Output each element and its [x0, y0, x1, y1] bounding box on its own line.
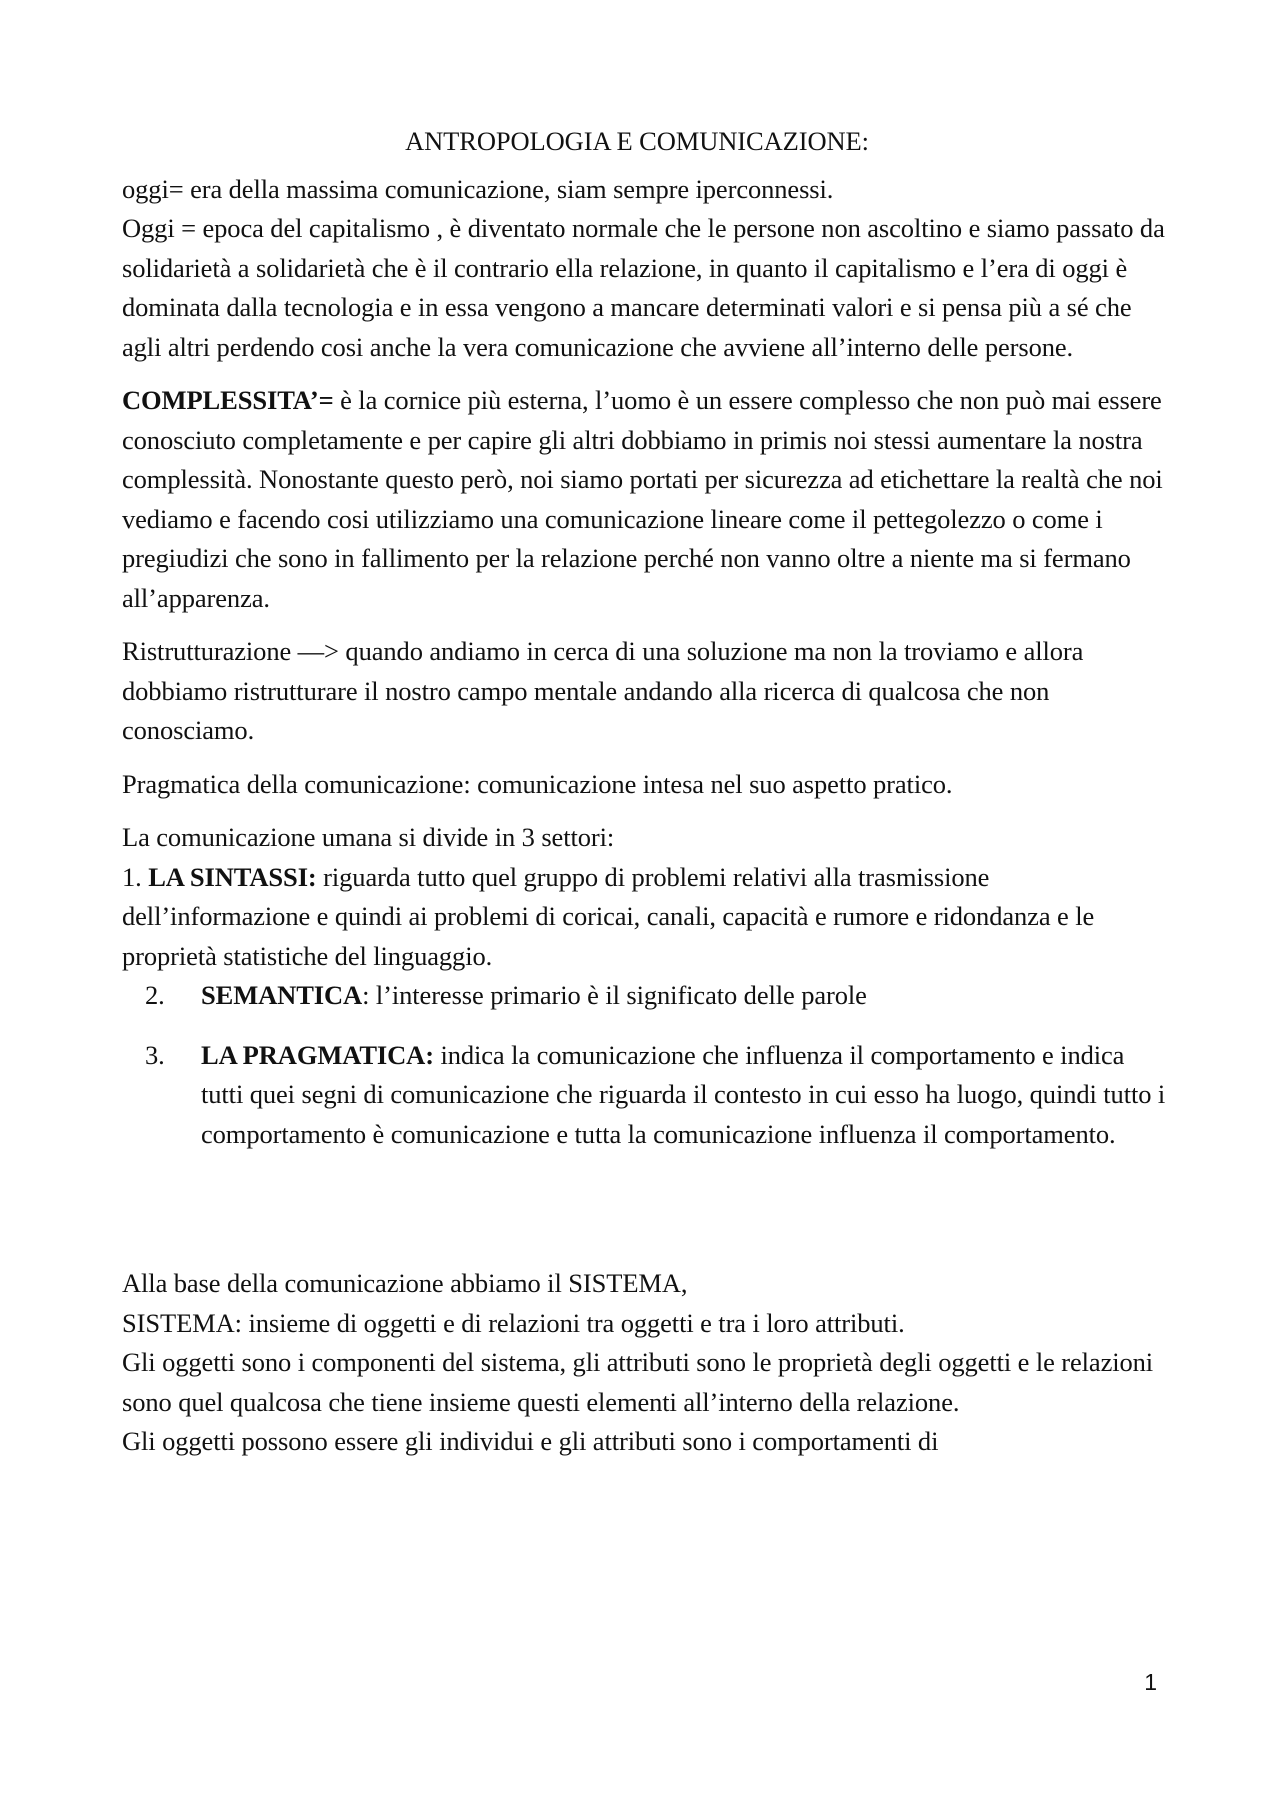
page-number: 1	[1144, 1669, 1157, 1695]
list-number: 2.	[145, 980, 165, 1010]
complessita-text: è la cornice più esterna, l’uomo è un essere complesso che non può mai essere conosciuto completamente e per capire gli altri dobbiamo in primis noi stessi aumentare la nostra complessità. Nonostante questo però, noi siamo portati per sicurezza ad etichettare la realtà che noi vediamo e facendo cosi utilizziamo una comunicazione lineare come il pettegolezzo o come i pregiudizi che sono in fallimento per la relazione perché non vanno oltre a niente ma si fermano all’apparenza.	[122, 385, 1163, 613]
settore-pragmatica-term: LA PRAGMATICA:	[201, 1039, 434, 1070]
page-title: ANTROPOLOGIA E COMUNICAZIONE:	[405, 126, 869, 156]
sistema-line-1: Alla base della comunicazione abbiamo il SISTEMA,	[122, 1268, 688, 1298]
settore-semantica-text: : l’interesse primario è il significato delle parole	[362, 980, 867, 1010]
intro-line-2: Oggi = epoca del capitalismo , è diventato normale che le persone non ascoltino e siamo passato da solidarietà a solidarietà che è il contrario ella relazione, in quanto il capitalismo e l’era di oggi è dominata dalla tecnologia e in essa vengono a mancare determinati valori e si pensa più a sé che agli altri perdendo cosi anche la vera comunicazione che avviene all’interno delle persone.	[122, 213, 1165, 362]
pragmatica-definition: Pragmatica della comunicazione: comunicazione intesa nel suo aspetto pratico.	[122, 768, 953, 799]
page-content	[122, 122, 1172, 1462]
settore-semantica-term: SEMANTICA	[201, 980, 363, 1010]
complessita-paragraph	[122, 381, 1172, 618]
sistema-line-2: SISTEMA: insieme di oggetti e di relazioni tra oggetti e tra i loro attributi.	[122, 1307, 905, 1338]
intro-line-1: oggi= era della massima comunicazione, siam sempre iperconnessi.	[122, 173, 834, 204]
settore-sintassi-prefix: 1.	[122, 861, 149, 892]
sistema-line-3: Gli oggetti sono i componenti del sistema, gli attributi sono le proprietà degli oggetti e le relazioni sono quel qualcosa che tiene insieme questi elementi all’interno della relazione.	[122, 1347, 1154, 1417]
sistema-line-4: Gli oggetti possono essere gli individui e gli attributi sono i comportamenti di	[122, 1426, 939, 1456]
settori-numbered-list	[122, 976, 1172, 1154]
settore-sintassi-term: LA SINTASSI:	[148, 861, 317, 892]
complessita-term: COMPLESSITA’=	[122, 385, 334, 415]
settore-semantica	[122, 976, 1172, 1016]
settore-sintassi-text: riguarda tutto quel gruppo di problemi relativi alla trasmissione dell’informazione e quindi ai problemi di coricai, canali, capacità e rumore e ridondanza e le proprietà statistiche del linguaggio.	[122, 861, 1095, 971]
settore-pragmatica-text: indica la comunicazione che influenza il comportamento e indica tutti quei segni di comunicazione che riguarda il contesto in cui esso ha luogo, quindi tutto i comportamento è comunicazione e tutta la comunicazione influenza il comportamento.	[201, 1039, 1166, 1149]
settori-intro: La comunicazione umana si divide in 3 settori:	[122, 822, 615, 852]
list-number: 3.	[145, 1039, 165, 1070]
ristrutturazione-paragraph: Ristrutturazione —> quando andiamo in cerca di una soluzione ma non la troviamo e allora dobbiamo ristrutturare il nostro campo mentale andando alla ricerca di qualcosa che non conosciamo.	[122, 636, 1084, 745]
settore-pragmatica	[122, 1036, 1172, 1155]
settore-sintassi	[122, 858, 1172, 977]
